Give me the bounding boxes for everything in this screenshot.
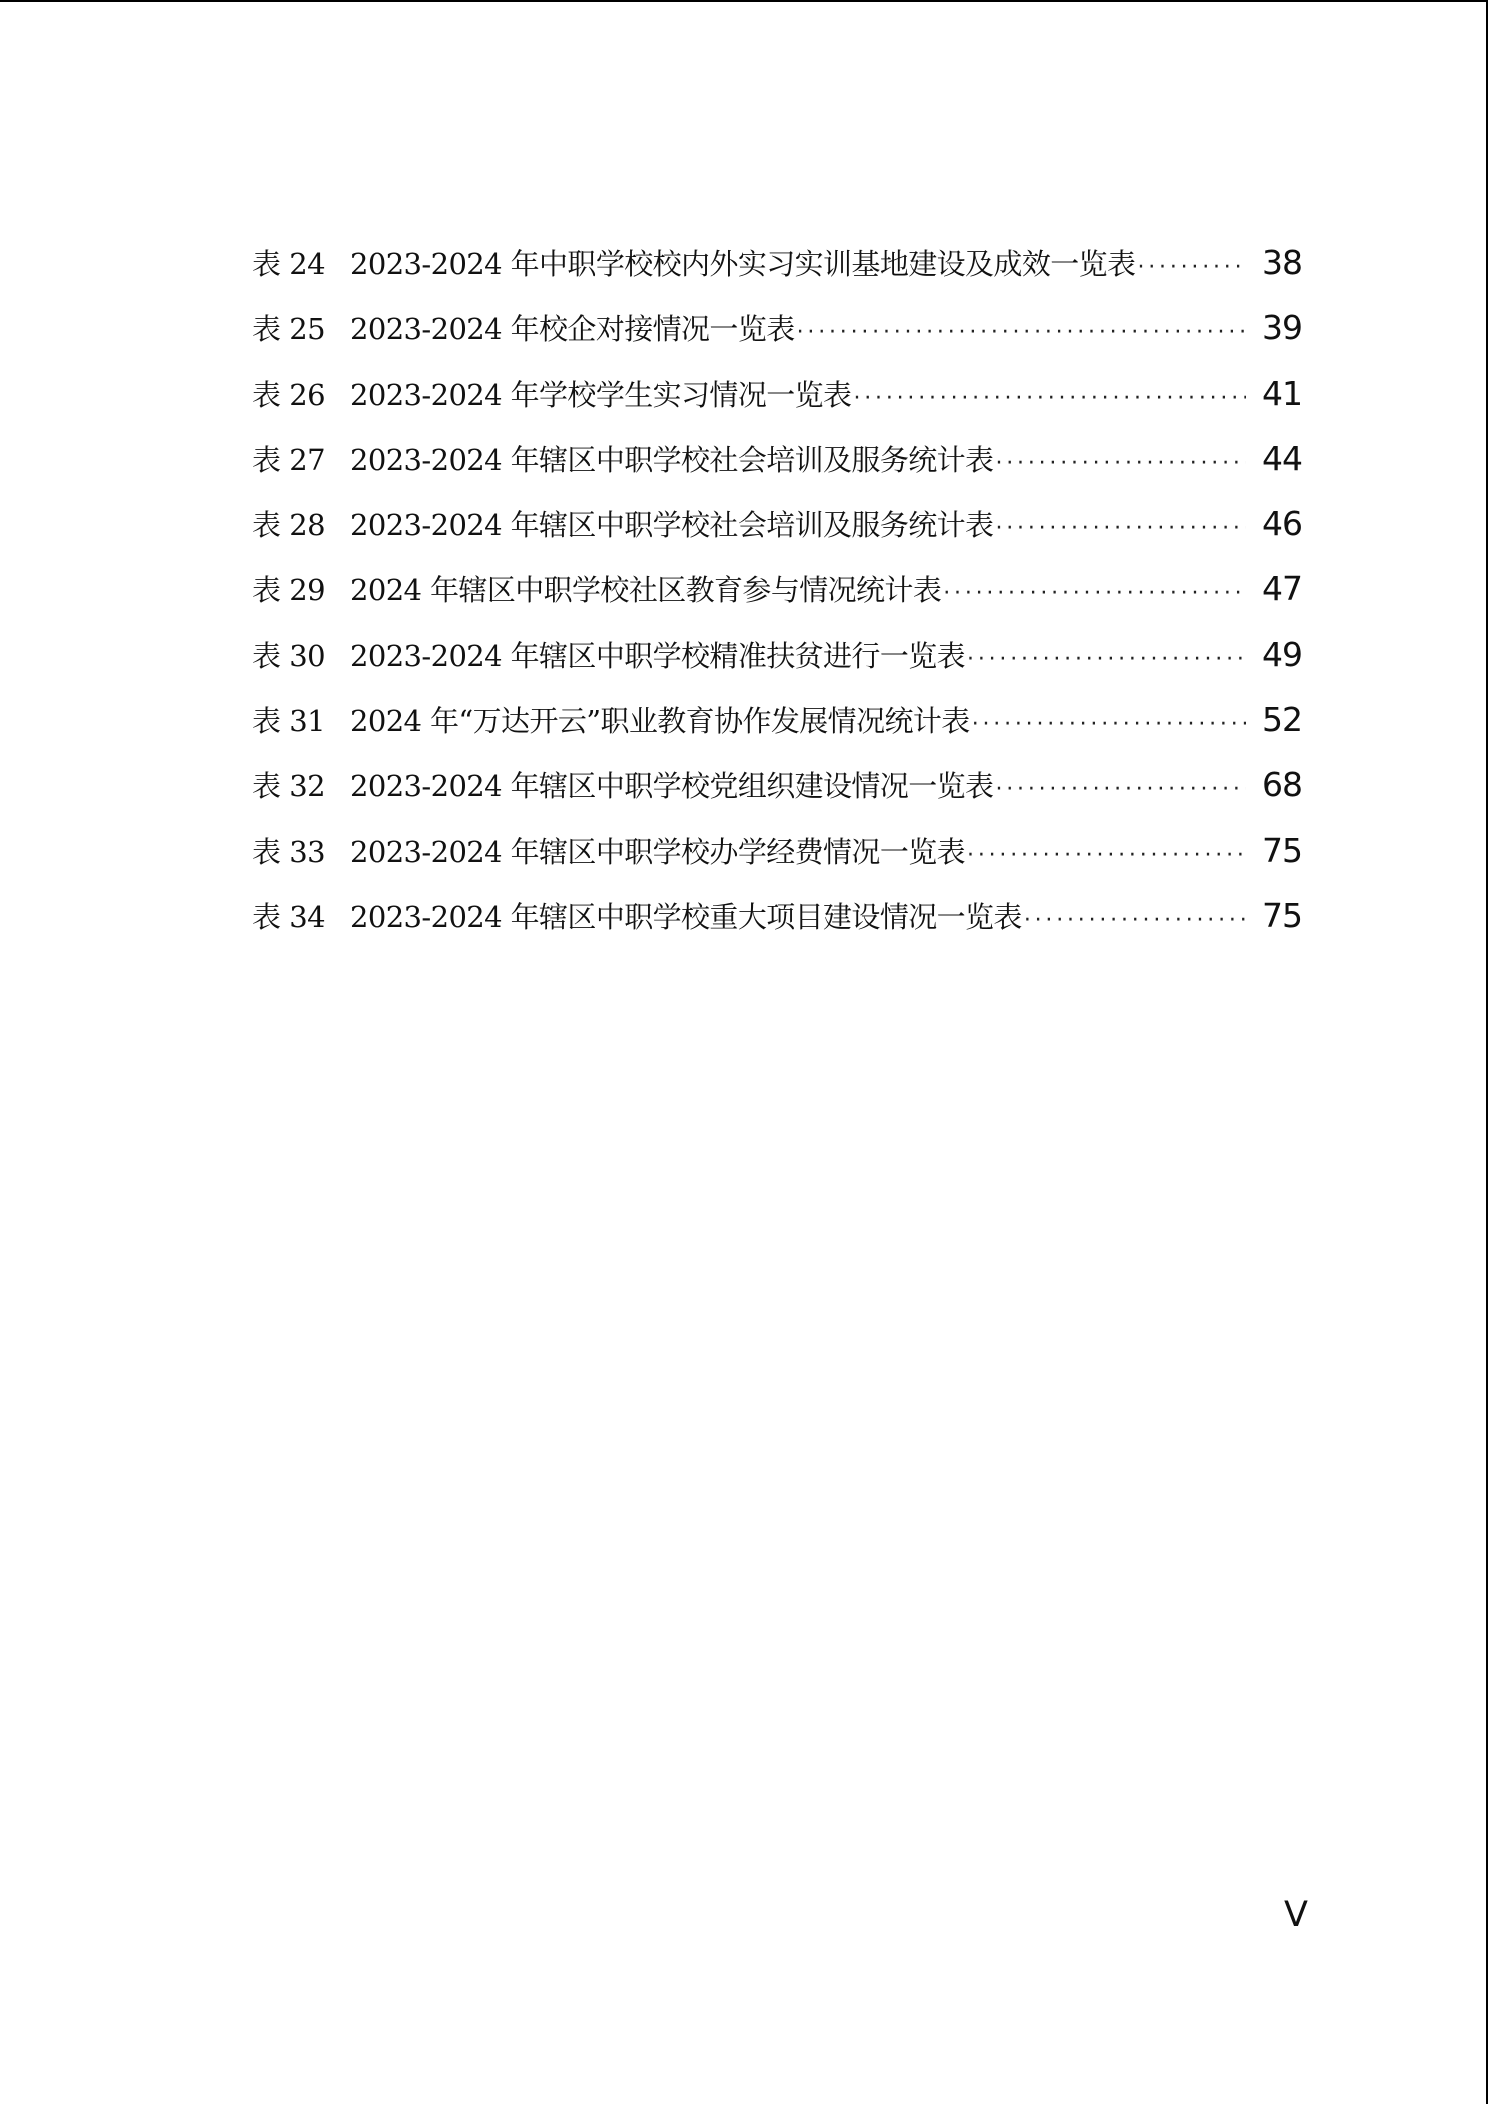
page-number: V — [1284, 1895, 1308, 1935]
toc-entry-label: 表 33 — [252, 834, 326, 869]
toc-entry-page: 46 — [1262, 504, 1302, 544]
toc-dot-leader — [853, 386, 1246, 411]
toc-entry-title: 2023-2024 年辖区中职学校党组织建设情况一览表 — [350, 769, 994, 804]
toc-entry[interactable] — [252, 503, 1302, 568]
toc-entry-label: 表 30 — [252, 638, 326, 673]
toc-entry-label: 表 25 — [252, 312, 326, 347]
table-of-tables — [252, 242, 1302, 960]
toc-entry-title: 2023-2024 年辖区中职学校重大项目建设情况一览表 — [350, 899, 1022, 934]
toc-entry-page: 44 — [1262, 438, 1302, 478]
toc-entry-page: 41 — [1262, 373, 1302, 413]
toc-dot-leader — [943, 581, 1246, 606]
toc-entry-label: 表 31 — [252, 704, 326, 739]
toc-entry[interactable] — [252, 568, 1302, 633]
toc-entry-page: 49 — [1262, 634, 1302, 674]
toc-entry-label: 表 26 — [252, 377, 326, 412]
toc-dot-leader — [995, 777, 1246, 802]
toc-dot-leader — [1137, 255, 1246, 280]
toc-entry[interactable] — [252, 895, 1302, 960]
toc-entry-title: 2023-2024 年辖区中职学校精准扶贫进行一览表 — [350, 638, 966, 673]
toc-entry[interactable] — [252, 830, 1302, 895]
toc-dot-leader — [797, 320, 1246, 345]
toc-entry[interactable] — [252, 307, 1302, 372]
toc-entry-page: 75 — [1262, 830, 1302, 870]
toc-dot-leader — [995, 516, 1246, 541]
toc-entry-page: 39 — [1262, 308, 1302, 348]
toc-entry-title: 2023-2024 年学校学生实习情况一览表 — [350, 377, 852, 412]
toc-entry-label: 表 28 — [252, 508, 326, 543]
toc-dot-leader — [967, 843, 1246, 868]
toc-entry[interactable] — [252, 438, 1302, 503]
toc-entry-page: 68 — [1262, 765, 1302, 805]
toc-entry-label: 表 32 — [252, 769, 326, 804]
toc-entry-page: 38 — [1262, 243, 1302, 282]
toc-entry-title: 2023-2024 年辖区中职学校办学经费情况一览表 — [350, 834, 966, 869]
toc-entry[interactable] — [252, 634, 1302, 699]
toc-dot-leader — [967, 647, 1246, 672]
toc-entry[interactable] — [252, 699, 1302, 764]
toc-entry-label: 表 34 — [252, 899, 326, 934]
toc-entry-page: 47 — [1262, 569, 1302, 609]
toc-entry[interactable] — [252, 373, 1302, 438]
toc-dot-leader — [995, 451, 1246, 476]
toc-dot-leader — [1024, 908, 1246, 933]
toc-entry-label: 表 27 — [252, 442, 326, 477]
toc-entry-title: 2023-2024 年校企对接情况一览表 — [350, 312, 795, 347]
toc-entry-title: 2024 年辖区中职学校社区教育参与情况统计表 — [350, 573, 942, 608]
toc-entry-label: 表 24 — [252, 247, 326, 281]
toc-entry-page: 75 — [1262, 895, 1302, 935]
toc-entry-title: 2023-2024 年中职学校校内外实习实训基地建设及成效一览表 — [350, 247, 1136, 281]
page-border-top — [0, 0, 1488, 2]
toc-entry-title: 2024 年“万达开云”职业教育协作发展情况统计表 — [350, 704, 970, 739]
toc-entry-label: 表 29 — [252, 573, 326, 608]
toc-dot-leader — [972, 712, 1246, 737]
toc-entry[interactable] — [252, 242, 1302, 307]
toc-entry-page: 52 — [1262, 700, 1302, 740]
toc-entry-title: 2023-2024 年辖区中职学校社会培训及服务统计表 — [350, 508, 994, 543]
toc-entry-title: 2023-2024 年辖区中职学校社会培训及服务统计表 — [350, 442, 994, 477]
toc-entry[interactable] — [252, 764, 1302, 829]
